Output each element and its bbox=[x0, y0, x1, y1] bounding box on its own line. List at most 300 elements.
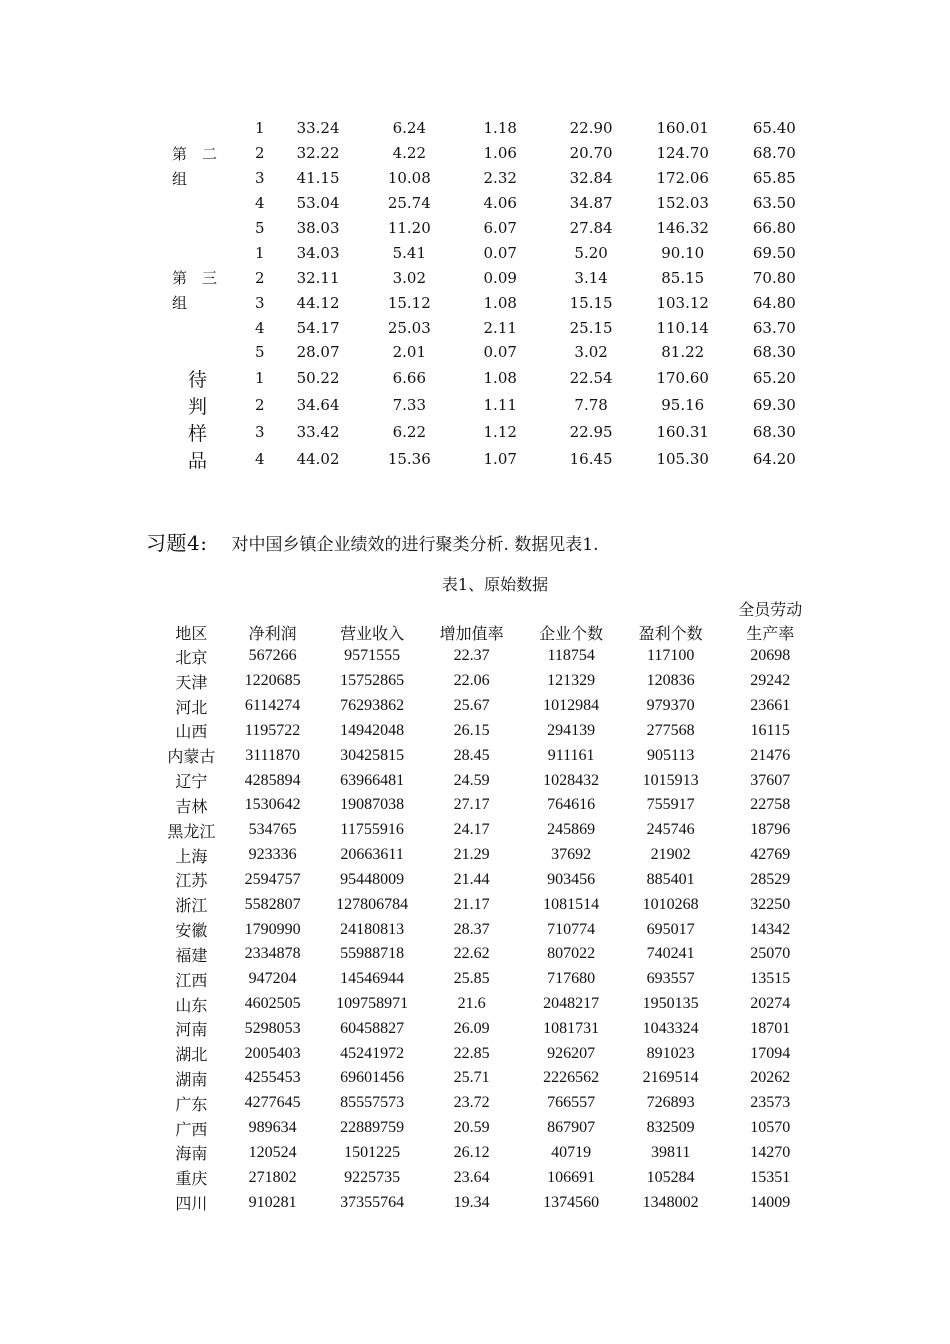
table-row bbox=[160, 1116, 820, 1141]
data-cell: 867907 bbox=[547, 1119, 596, 1137]
data-cell: 28.37 bbox=[453, 920, 490, 938]
data-cell: 26.09 bbox=[453, 1019, 490, 1037]
data-cell: 14270 bbox=[750, 1143, 791, 1161]
data-cell: 926207 bbox=[547, 1044, 596, 1062]
data-cell: 22.85 bbox=[453, 1044, 490, 1062]
data-cell: 693557 bbox=[646, 970, 695, 988]
data-cell: 1010268 bbox=[642, 895, 699, 913]
data-cell: 37607 bbox=[750, 771, 791, 789]
group-row bbox=[160, 365, 820, 392]
region-cell: 湖南 bbox=[175, 1071, 208, 1089]
data-cell: 755917 bbox=[646, 796, 695, 814]
group-value-cell: 25.74 bbox=[387, 194, 431, 213]
table-row bbox=[160, 942, 820, 967]
group-label bbox=[160, 116, 255, 141]
data-cell: 1220685 bbox=[244, 672, 301, 690]
region-cell: 湖北 bbox=[175, 1047, 208, 1065]
header-cell-region: 地区 bbox=[175, 626, 208, 643]
group-value-cell: 65.40 bbox=[752, 119, 796, 138]
data-cell: 989634 bbox=[248, 1119, 297, 1137]
data-cell: 2005403 bbox=[244, 1044, 301, 1062]
data-cell: 24180813 bbox=[340, 920, 405, 938]
data-cell: 63966481 bbox=[340, 771, 405, 789]
group-label: 待 bbox=[188, 368, 208, 391]
data-cell: 118754 bbox=[547, 647, 595, 665]
group-value-cell: 0.07 bbox=[483, 343, 517, 362]
header-top-cell bbox=[521, 595, 621, 620]
data-cell: 23661 bbox=[750, 697, 791, 715]
group-label bbox=[160, 340, 255, 365]
region-cell: 北京 bbox=[175, 649, 208, 667]
data-cell: 3111870 bbox=[245, 746, 300, 764]
group-value-cell: 3.02 bbox=[392, 268, 427, 287]
sample-index: 1 bbox=[255, 119, 265, 138]
sample-index: 2 bbox=[255, 268, 265, 287]
group-value-cell: 66.80 bbox=[752, 219, 796, 237]
group-value-cell: 6.07 bbox=[483, 219, 517, 237]
region-cell: 安徽 bbox=[175, 923, 208, 941]
data-cell: 85557573 bbox=[340, 1094, 405, 1112]
data-cell: 245869 bbox=[547, 821, 596, 839]
data-cell: 22758 bbox=[750, 796, 791, 814]
region-cell: 福建 bbox=[175, 947, 208, 965]
data-cell: 20663611 bbox=[340, 846, 404, 864]
data-cell: 11755916 bbox=[340, 821, 404, 839]
group-row bbox=[160, 265, 820, 290]
table-row bbox=[160, 1141, 820, 1166]
region-cell: 重庆 bbox=[175, 1171, 208, 1189]
group-value-cell: 15.12 bbox=[387, 293, 431, 312]
group-sample-table-body bbox=[160, 116, 820, 473]
group-value-cell: 6.66 bbox=[392, 369, 427, 388]
table-row bbox=[160, 768, 820, 793]
group-value-cell: 15.36 bbox=[387, 450, 431, 469]
group-value-cell: 32.84 bbox=[569, 169, 613, 188]
header-top-cell: 全员劳动 bbox=[738, 601, 803, 619]
group-value-cell: 28.07 bbox=[296, 343, 340, 362]
group-label bbox=[160, 240, 255, 265]
sample-index: 3 bbox=[255, 169, 265, 188]
group-value-cell: 90.10 bbox=[661, 243, 705, 262]
group-value-cell: 25.03 bbox=[387, 318, 431, 337]
data-cell: 923336 bbox=[248, 846, 297, 864]
group-value-cell: 15.15 bbox=[569, 293, 613, 312]
group-label: 第 二 bbox=[172, 144, 218, 163]
group-value-cell: 1.12 bbox=[483, 423, 517, 442]
data-cell: 1374560 bbox=[543, 1193, 600, 1211]
group-value-cell: 68.30 bbox=[752, 343, 796, 362]
group-value-cell: 103.12 bbox=[656, 293, 709, 312]
region-cell: 吉林 bbox=[175, 798, 208, 816]
data-cell: 2169514 bbox=[642, 1069, 699, 1087]
exercise-text: 对中国乡镇企业绩效的进行聚类分析. 数据见表1. bbox=[231, 535, 599, 555]
group-value-cell: 53.04 bbox=[296, 194, 340, 213]
group-label: 组 bbox=[172, 294, 188, 313]
data-cell: 39811 bbox=[650, 1143, 691, 1161]
table-row bbox=[160, 843, 820, 868]
data-cell: 717680 bbox=[547, 970, 596, 988]
group-label: 样 bbox=[188, 422, 208, 445]
data-cell: 55988718 bbox=[340, 945, 405, 963]
region-cell: 辽宁 bbox=[175, 774, 208, 792]
data-cell: 885401 bbox=[646, 870, 695, 888]
table-row bbox=[160, 992, 820, 1017]
data-cell: 2594757 bbox=[244, 870, 301, 888]
data-cell: 1043324 bbox=[642, 1019, 699, 1037]
table-row bbox=[160, 793, 820, 818]
data-cell: 30425815 bbox=[340, 746, 405, 764]
group-label bbox=[160, 191, 255, 216]
group-value-cell: 1.11 bbox=[483, 396, 517, 415]
data-cell: 105284 bbox=[646, 1168, 695, 1186]
header-top-cell bbox=[322, 595, 422, 620]
data-cell: 69601456 bbox=[340, 1069, 405, 1087]
group-value-cell: 6.24 bbox=[392, 119, 427, 138]
data-cell: 22.37 bbox=[453, 647, 490, 665]
group-value-cell: 65.85 bbox=[752, 169, 796, 188]
data-cell: 766557 bbox=[547, 1094, 596, 1112]
group-value-cell: 85.15 bbox=[661, 268, 705, 287]
group-value-cell: 81.22 bbox=[661, 343, 705, 362]
data-cell: 271802 bbox=[248, 1168, 297, 1186]
data-cell: 807022 bbox=[547, 945, 596, 963]
data-cell: 1028432 bbox=[543, 771, 600, 789]
group-value-cell: 64.20 bbox=[752, 450, 796, 469]
data-cell: 4602505 bbox=[244, 995, 301, 1012]
data-cell: 1081731 bbox=[543, 1019, 600, 1037]
group-row bbox=[160, 290, 820, 315]
group-value-cell: 4.22 bbox=[392, 144, 427, 163]
data-cell: 5582807 bbox=[244, 895, 301, 913]
data-cell: 14009 bbox=[750, 1193, 791, 1211]
group-row bbox=[160, 419, 820, 446]
group-value-cell: 22.95 bbox=[569, 423, 613, 442]
data-cell: 21.17 bbox=[453, 895, 490, 913]
sample-index: 4 bbox=[255, 194, 265, 213]
data-cell: 18701 bbox=[750, 1019, 791, 1037]
data-cell: 22.06 bbox=[453, 672, 490, 690]
data-cell: 24.59 bbox=[453, 771, 490, 789]
data-cell: 277568 bbox=[646, 721, 695, 739]
exercise-label: 习题4: bbox=[146, 531, 208, 555]
data-cell: 9225735 bbox=[344, 1168, 401, 1186]
group-label bbox=[160, 315, 255, 340]
data-cell: 25.67 bbox=[453, 697, 490, 715]
group-value-cell: 22.90 bbox=[569, 119, 613, 138]
group-value-cell: 68.70 bbox=[752, 144, 796, 163]
table-row bbox=[160, 1016, 820, 1041]
data-cell: 37355764 bbox=[340, 1193, 405, 1211]
sample-index: 1 bbox=[255, 243, 265, 262]
data-cell: 76293862 bbox=[340, 697, 405, 715]
data-cell: 23.72 bbox=[453, 1094, 490, 1112]
sample-index: 5 bbox=[255, 343, 265, 362]
group-sample-table bbox=[160, 116, 820, 473]
data-cell: 21.6 bbox=[457, 995, 486, 1012]
group-value-cell: 7.33 bbox=[392, 396, 427, 415]
data-cell: 25070 bbox=[750, 945, 791, 963]
table-row bbox=[160, 743, 820, 768]
group-value-cell: 34.03 bbox=[296, 243, 340, 262]
group-value-cell: 2.11 bbox=[483, 318, 517, 337]
table-row bbox=[160, 669, 820, 694]
data-cell: 23573 bbox=[750, 1094, 791, 1112]
group-value-cell: 146.32 bbox=[656, 219, 709, 237]
group-value-cell: 152.03 bbox=[656, 194, 709, 213]
data-cell: 95448009 bbox=[340, 870, 405, 888]
sample-index: 5 bbox=[255, 219, 265, 237]
data-cell: 27.17 bbox=[453, 796, 490, 814]
data-cell: 1081514 bbox=[543, 895, 600, 913]
data-cell: 4277645 bbox=[244, 1094, 301, 1112]
data-cell: 10570 bbox=[750, 1119, 791, 1137]
sample-index: 2 bbox=[255, 144, 265, 163]
sample-index: 3 bbox=[255, 293, 265, 312]
group-label: 第 三 bbox=[172, 269, 218, 288]
data-cell: 911161 bbox=[547, 746, 595, 764]
table-row bbox=[160, 967, 820, 992]
data-cell: 695017 bbox=[646, 920, 695, 938]
header-cell-profitable-count: 盈利个数 bbox=[638, 626, 703, 643]
region-cell: 河北 bbox=[175, 699, 208, 717]
header-cell-revenue: 营业收入 bbox=[340, 626, 405, 643]
group-value-cell: 69.30 bbox=[752, 396, 796, 415]
data-cell: 14546944 bbox=[340, 970, 405, 988]
data-cell: 905113 bbox=[646, 746, 695, 764]
group-value-cell: 0.07 bbox=[483, 243, 517, 262]
data-cell: 25.71 bbox=[453, 1069, 490, 1087]
region-cell: 黑龙江 bbox=[167, 823, 216, 841]
group-value-cell: 34.64 bbox=[296, 396, 340, 415]
region-cell: 广东 bbox=[175, 1096, 208, 1114]
group-value-cell: 4.06 bbox=[483, 194, 517, 213]
group-row bbox=[160, 392, 820, 419]
region-cell: 河南 bbox=[175, 1022, 208, 1040]
sample-index: 1 bbox=[255, 369, 265, 388]
group-value-cell: 10.08 bbox=[387, 169, 431, 188]
data-cell: 764616 bbox=[547, 796, 596, 814]
table-row bbox=[160, 892, 820, 917]
header-top-cell bbox=[621, 595, 721, 620]
data-cell: 20698 bbox=[750, 647, 791, 665]
group-value-cell: 32.22 bbox=[296, 144, 340, 163]
data-cell: 5298053 bbox=[244, 1019, 301, 1037]
data-cell: 2226562 bbox=[543, 1069, 600, 1087]
table-row bbox=[160, 867, 820, 892]
data-cell: 567266 bbox=[248, 647, 297, 665]
data-cell: 25.85 bbox=[453, 970, 490, 988]
group-value-cell: 1.06 bbox=[483, 144, 517, 163]
data-cell: 294139 bbox=[547, 721, 596, 739]
group-value-cell: 22.54 bbox=[569, 369, 613, 388]
header-cell-enterprise-count: 企业个数 bbox=[539, 626, 604, 643]
group-value-cell: 63.50 bbox=[752, 194, 796, 213]
group-row bbox=[160, 240, 820, 265]
group-value-cell: 2.32 bbox=[483, 169, 517, 188]
data-cell: 20274 bbox=[750, 995, 791, 1012]
data-cell: 22889759 bbox=[340, 1119, 405, 1137]
group-value-cell: 3.02 bbox=[574, 343, 608, 362]
data-cell: 1501225 bbox=[344, 1143, 401, 1161]
group-value-cell: 124.70 bbox=[656, 144, 709, 163]
data-cell: 19.34 bbox=[453, 1193, 490, 1211]
data-cell: 832509 bbox=[646, 1119, 695, 1137]
data-cell: 1012984 bbox=[543, 697, 600, 715]
data-cell: 710774 bbox=[547, 920, 596, 938]
table-row bbox=[160, 1190, 820, 1215]
data-cell: 21476 bbox=[750, 746, 791, 764]
data-cell: 26.12 bbox=[453, 1143, 490, 1161]
data-cell: 21902 bbox=[650, 846, 691, 864]
data-cell: 18796 bbox=[750, 821, 791, 839]
data-cell: 1530642 bbox=[244, 796, 301, 814]
data-cell: 16115 bbox=[750, 721, 790, 739]
group-value-cell: 1.07 bbox=[483, 450, 517, 469]
group-value-cell: 7.78 bbox=[574, 396, 608, 415]
group-value-cell: 1.08 bbox=[483, 293, 517, 312]
data-cell: 910281 bbox=[248, 1193, 297, 1211]
table-row bbox=[160, 1041, 820, 1066]
data-cell: 21.29 bbox=[453, 846, 490, 864]
group-row bbox=[160, 340, 820, 365]
group-row bbox=[160, 141, 820, 166]
group-row bbox=[160, 216, 820, 241]
region-cell: 四川 bbox=[175, 1196, 208, 1214]
data-cell: 740241 bbox=[646, 945, 695, 963]
header-row-top bbox=[160, 595, 820, 620]
group-value-cell: 27.84 bbox=[569, 219, 613, 237]
group-value-cell: 110.14 bbox=[656, 318, 709, 337]
data-cell: 37692 bbox=[551, 846, 592, 864]
group-value-cell: 160.01 bbox=[656, 119, 709, 138]
region-cell: 江苏 bbox=[175, 873, 208, 891]
data-cell: 726893 bbox=[646, 1094, 695, 1112]
sample-index: 2 bbox=[255, 396, 265, 415]
data-cell: 2048217 bbox=[543, 995, 600, 1012]
group-value-cell: 33.24 bbox=[296, 119, 340, 138]
group-row bbox=[160, 315, 820, 340]
group-row bbox=[160, 191, 820, 216]
region-cell: 山西 bbox=[175, 724, 208, 742]
group-value-cell: 160.31 bbox=[656, 423, 709, 442]
group-value-cell: 50.22 bbox=[296, 369, 340, 388]
header-top-cell bbox=[223, 595, 323, 620]
data-cell: 14942048 bbox=[340, 721, 405, 739]
region-cell: 海南 bbox=[175, 1146, 208, 1164]
data-cell: 1348002 bbox=[642, 1193, 699, 1211]
data-cell: 32250 bbox=[750, 895, 791, 913]
data-cell: 1790990 bbox=[244, 920, 301, 938]
group-value-cell: 54.17 bbox=[296, 318, 340, 337]
data-cell: 42769 bbox=[750, 846, 791, 864]
group-value-cell: 20.70 bbox=[569, 144, 613, 163]
data-cell: 26.15 bbox=[453, 721, 490, 739]
group-value-cell: 69.50 bbox=[752, 243, 796, 262]
group-value-cell: 5.20 bbox=[574, 243, 608, 262]
data-cell: 13515 bbox=[750, 970, 791, 988]
group-value-cell: 5.41 bbox=[392, 243, 427, 262]
sample-index: 4 bbox=[255, 318, 265, 337]
table-row bbox=[160, 917, 820, 942]
raw-data-table bbox=[160, 595, 820, 1215]
group-value-cell: 64.80 bbox=[752, 293, 796, 312]
data-cell: 127806784 bbox=[336, 895, 409, 913]
region-cell: 江西 bbox=[175, 972, 208, 990]
group-value-cell: 170.60 bbox=[656, 369, 709, 388]
data-cell: 1015913 bbox=[642, 771, 699, 789]
data-cell: 21.44 bbox=[453, 870, 490, 888]
data-cell: 15351 bbox=[750, 1168, 791, 1186]
region-cell: 广西 bbox=[175, 1121, 208, 1139]
data-cell: 45241972 bbox=[340, 1044, 405, 1062]
data-cell: 23.64 bbox=[453, 1168, 490, 1186]
data-cell: 245746 bbox=[646, 821, 695, 839]
table-row bbox=[160, 1066, 820, 1091]
group-value-cell: 11.20 bbox=[387, 219, 431, 237]
group-value-cell: 34.87 bbox=[569, 194, 613, 213]
data-cell: 109758971 bbox=[336, 995, 409, 1012]
header-cell-labor-productivity: 生产率 bbox=[746, 626, 795, 643]
data-cell: 17094 bbox=[750, 1044, 791, 1062]
data-cell: 121329 bbox=[547, 672, 596, 690]
data-cell: 60458827 bbox=[340, 1019, 405, 1037]
data-cell: 534765 bbox=[248, 821, 297, 839]
data-cell: 106691 bbox=[547, 1168, 596, 1186]
group-value-cell: 3.14 bbox=[574, 268, 608, 287]
region-cell: 天津 bbox=[175, 674, 208, 692]
data-cell: 4255453 bbox=[244, 1069, 301, 1087]
table-row bbox=[160, 818, 820, 843]
region-cell: 浙江 bbox=[175, 898, 208, 916]
exercise-heading bbox=[146, 527, 599, 556]
data-cell: 22.62 bbox=[453, 945, 490, 963]
table-row bbox=[160, 718, 820, 743]
data-cell: 15752865 bbox=[340, 672, 405, 690]
group-value-cell: 1.18 bbox=[483, 119, 517, 138]
table-caption: 表1、原始数据 bbox=[441, 575, 549, 594]
group-label: 品 bbox=[188, 449, 208, 472]
group-value-cell: 0.09 bbox=[483, 268, 517, 287]
group-value-cell: 38.03 bbox=[296, 219, 340, 237]
sample-index: 3 bbox=[255, 423, 265, 442]
group-value-cell: 70.80 bbox=[752, 268, 796, 287]
group-value-cell: 32.11 bbox=[296, 268, 340, 287]
data-cell: 4285894 bbox=[244, 771, 301, 789]
group-value-cell: 95.16 bbox=[661, 396, 705, 415]
group-row bbox=[160, 116, 820, 141]
data-cell: 903456 bbox=[547, 870, 596, 888]
raw-data-table-body bbox=[160, 644, 820, 1215]
group-value-cell: 172.06 bbox=[656, 169, 709, 188]
data-cell: 9571555 bbox=[344, 647, 401, 665]
group-value-cell: 65.20 bbox=[752, 369, 796, 388]
group-row bbox=[160, 446, 820, 473]
data-cell: 947204 bbox=[248, 970, 297, 988]
region-cell: 山东 bbox=[175, 997, 208, 1015]
data-cell: 20262 bbox=[750, 1069, 791, 1087]
data-cell: 24.17 bbox=[453, 821, 490, 839]
table-row bbox=[160, 694, 820, 719]
region-cell: 上海 bbox=[175, 848, 208, 866]
data-cell: 28529 bbox=[750, 870, 791, 888]
group-value-cell: 68.30 bbox=[752, 423, 796, 442]
data-cell: 117100 bbox=[646, 647, 695, 665]
group-value-cell: 2.01 bbox=[392, 343, 427, 362]
group-label bbox=[160, 216, 255, 241]
table-row bbox=[160, 1165, 820, 1190]
data-cell: 2334878 bbox=[244, 945, 301, 963]
data-cell: 14342 bbox=[750, 920, 791, 938]
